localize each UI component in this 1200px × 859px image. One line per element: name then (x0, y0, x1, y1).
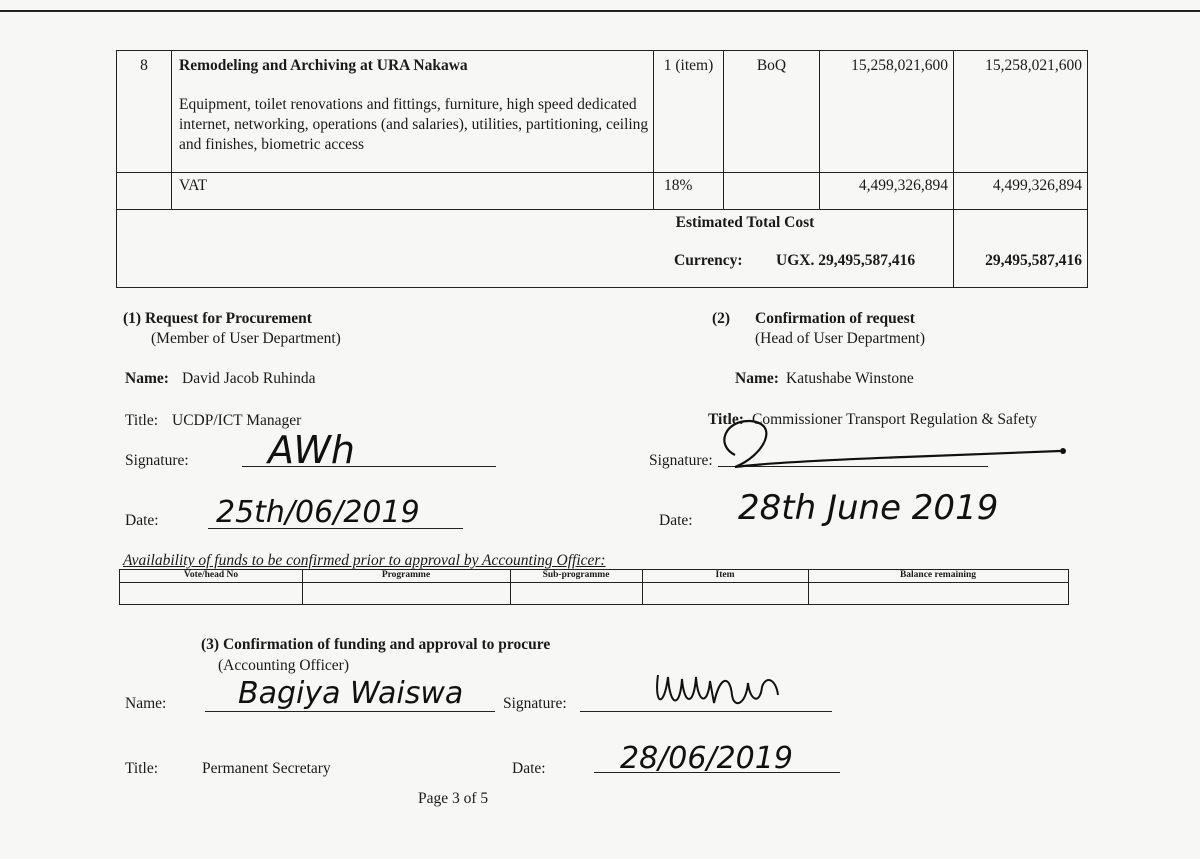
funds-col-programme: Programme (381, 570, 431, 580)
approval-date-label: Date: (512, 760, 546, 777)
approval-name-label: Name: (125, 695, 167, 712)
currency-label: Currency: (674, 252, 743, 269)
approval-date: 28/06/2019 (620, 741, 793, 776)
page-number: Page 3 of 5 (418, 790, 489, 807)
grand-total: 29,495,587,416 (985, 252, 1082, 269)
request-title: UCDP/ICT Manager (172, 412, 302, 429)
request-name: David Jacob Ruhinda (182, 370, 316, 387)
confirmation-date: 28th June 2019 (738, 488, 999, 528)
funds-col-item: Item (715, 570, 735, 580)
row-title: Remodeling and Archiving at URA Nakawa (179, 57, 468, 74)
table-divider (117, 172, 1087, 173)
approval-signature (650, 665, 790, 715)
confirmation-name-label: Name: (735, 370, 779, 387)
table-divider (120, 582, 1068, 583)
vat-total: 4,499,326,894 (992, 177, 1082, 194)
confirmation-name: Katushabe Winstone (786, 370, 914, 387)
funds-col-subprogramme: Sub-programme (542, 570, 610, 580)
confirmation-signature (705, 415, 1075, 475)
request-signature: AWh (268, 428, 355, 472)
request-heading: (1) Request for Procurement (123, 310, 312, 327)
confirmation-sub: (Head of User Department) (755, 330, 925, 347)
name-line (205, 711, 495, 712)
row-unit: BoQ (756, 57, 787, 74)
funds-note: Availability of funds to be confirmed prior to approval by Accounting Officer: (123, 552, 606, 569)
funds-table (119, 569, 1069, 605)
row-unit-cost: 15,258,021,600 (851, 57, 948, 74)
estimated-total-label: Estimated Total Cost (675, 214, 815, 231)
request-title-label: Title: (125, 412, 159, 429)
request-sub: (Member of User Department) (151, 330, 341, 347)
cost-table (116, 50, 1088, 288)
approval-title-label: Title: (125, 760, 159, 777)
confirmation-number: (2) (712, 310, 731, 327)
top-border (0, 0, 1200, 12)
confirmation-date-label: Date: (659, 512, 693, 529)
confirmation-heading: Confirmation of request (755, 310, 915, 327)
approval-name: Bagiya Waiswa (238, 676, 464, 711)
vat-rate: 18% (664, 177, 693, 194)
request-date: 25th/06/2019 (216, 495, 420, 530)
confirmation-signature-label: Signature: (649, 452, 713, 469)
row-number: 8 (140, 57, 148, 74)
funds-col-vote: Vote/head No (183, 570, 239, 580)
confirmation-title-label: Title: (708, 411, 744, 428)
currency-amount: UGX. 29,495,587,416 (776, 252, 916, 269)
table-divider (117, 209, 1087, 210)
funds-col-balance: Balance remaining (899, 570, 977, 580)
approval-sub: (Accounting Officer) (218, 657, 349, 674)
row-quantity: 1 (item) (663, 57, 714, 74)
table-divider (171, 51, 172, 210)
approval-signature-label: Signature: (503, 695, 567, 712)
request-name-label: Name: (125, 370, 169, 387)
row-description: Equipment, toilet renovations and fittings, furniture, high speed dedicated internet, networking, operations (and salaries), utilities, partitioning, ceiling and finishes, biometric access (179, 96, 649, 153)
approval-title: Permanent Secretary (202, 760, 331, 777)
vat-unit-cost: 4,499,326,894 (858, 177, 948, 194)
row-total: 15,258,021,600 (985, 57, 1082, 74)
request-date-label: Date: (125, 512, 159, 529)
confirmation-title: Commissioner Transport Regulation & Safety (752, 411, 1038, 428)
request-signature-label: Signature: (125, 452, 189, 469)
approval-heading: (3) Confirmation of funding and approval to procure (201, 636, 551, 653)
vat-label: VAT (179, 177, 208, 194)
